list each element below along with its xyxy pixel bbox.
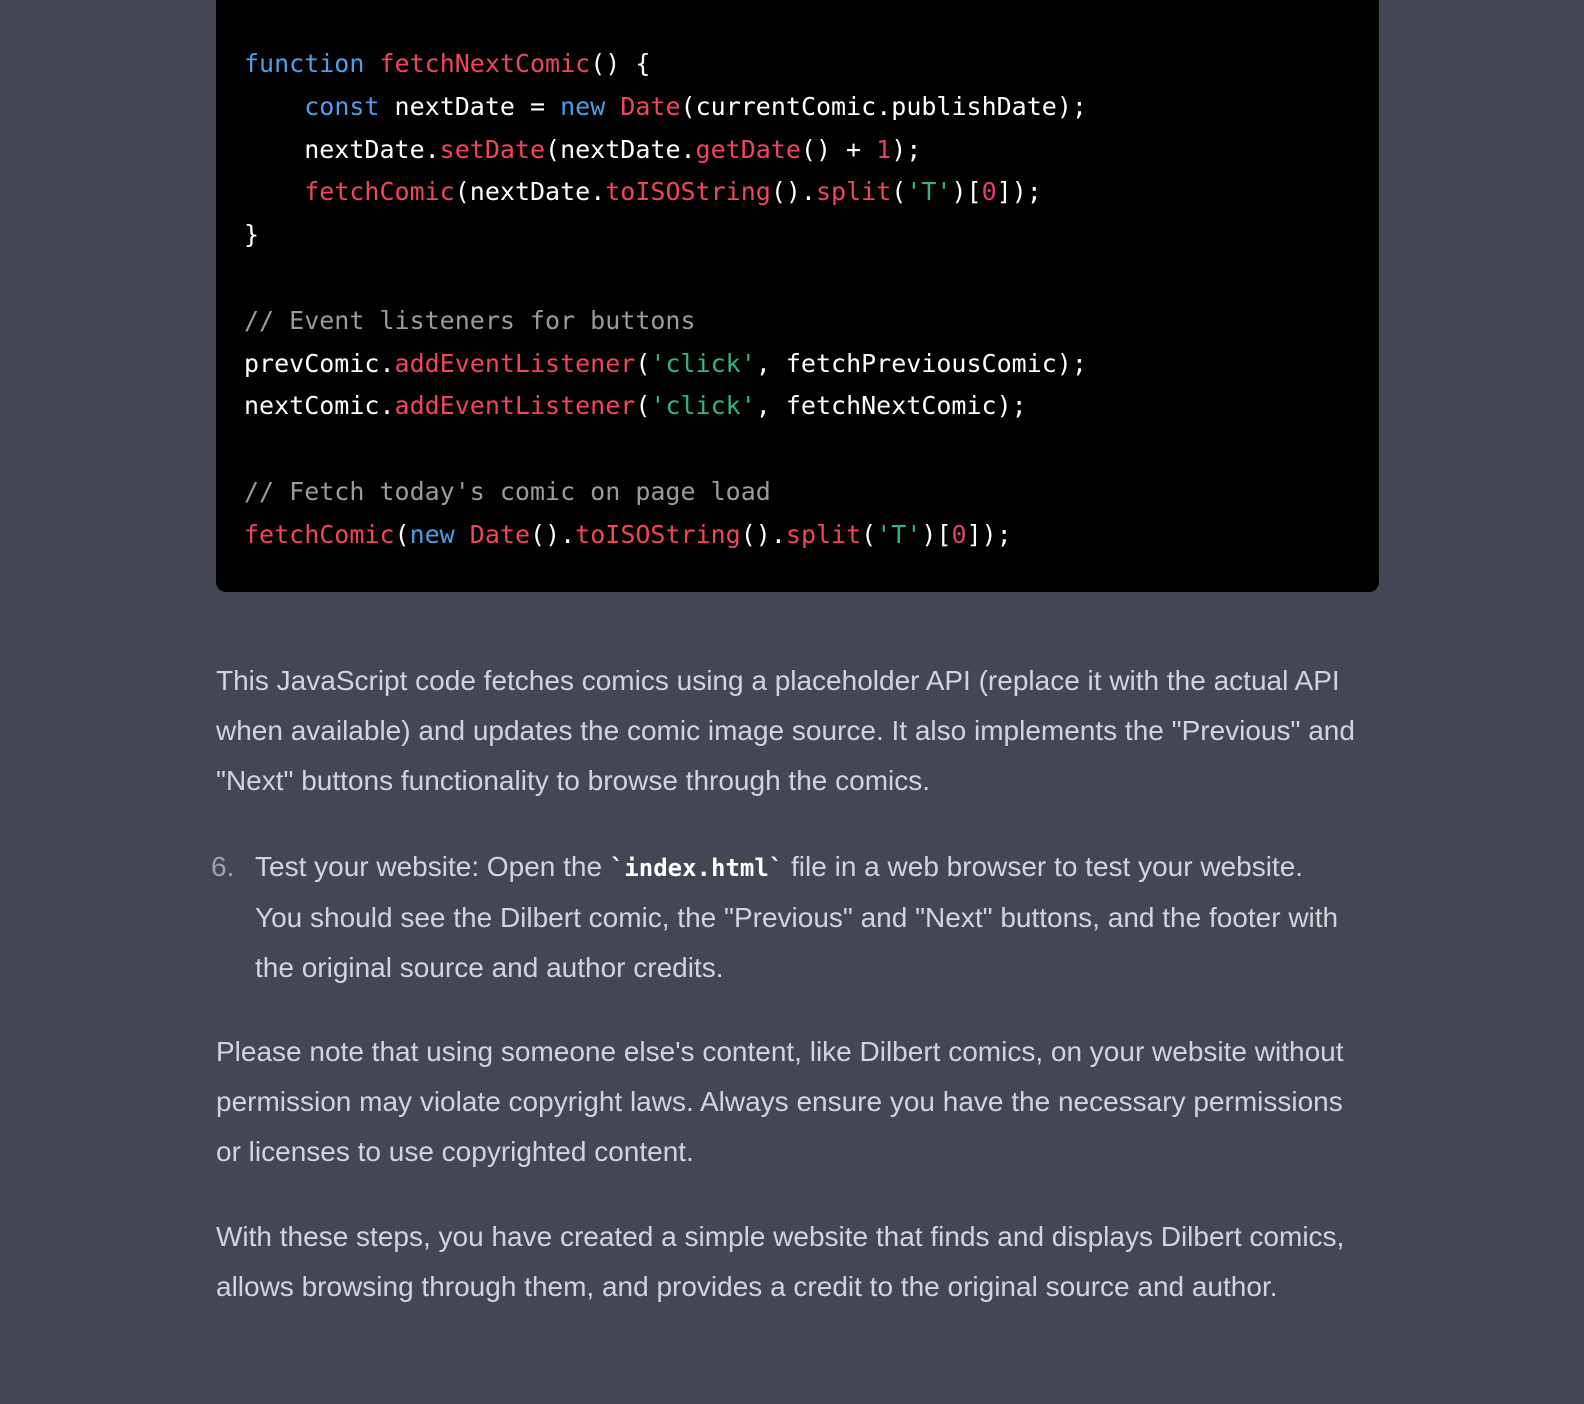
code-number: 1 (876, 134, 892, 164)
code-text: nextDate. (244, 134, 440, 164)
code-function: split (815, 177, 892, 207)
code-text: () + (800, 134, 877, 164)
code-function: getDate (695, 134, 801, 164)
code-string: 'T' (906, 177, 952, 207)
code-line (244, 428, 1087, 471)
code-function: fetchComic (304, 177, 455, 207)
code-text: ( (635, 348, 651, 378)
code-text: nextComic. (244, 391, 395, 421)
code-comment: // Fetch today's comic on page load (244, 476, 771, 506)
code-function: setDate (439, 134, 546, 164)
code-line (244, 471, 1087, 514)
explanation-text: This JavaScript code fetches comics using a placeholder API (replace it with the actual API when available) and updates the comic image source. It also implements the "Previous" and "Next" buttons functionality to browse through the comics. (216, 665, 1355, 796)
code-text: ( (891, 177, 907, 207)
code-text (605, 92, 620, 121)
code-text: (nextDate. (454, 177, 606, 207)
code-block (216, 0, 1379, 592)
copyright-note-text: Please note that using someone else's content, like Dilbert comics, on your website without permission may violate copyright laws. Always ensure you have the necessary permissions or licenses to use copyrighted content. (216, 1036, 1344, 1167)
code-text: (currentComic.publishDate); (680, 91, 1087, 121)
code-keyword: const (304, 91, 380, 121)
code-comment: // Event listeners for buttons (244, 305, 696, 335)
code-text: ( (861, 519, 877, 549)
code-function: fetchNextComic (379, 49, 591, 78)
code-text: () { (590, 49, 651, 78)
code-text: )[ (921, 519, 952, 549)
code-line (244, 385, 1087, 428)
summary-paragraph (216, 1212, 1356, 1312)
code-text (244, 92, 304, 121)
code-function: toISOString (575, 519, 741, 549)
inline-code-filename: `index.html` (609, 854, 784, 882)
code-text: ); (891, 134, 922, 164)
code-line (244, 257, 1087, 300)
code-text: (). (530, 519, 576, 549)
code-line (244, 86, 1087, 129)
code-number: 0 (981, 177, 997, 207)
code-function: addEventListener (394, 391, 636, 421)
code-string: 'click' (650, 391, 756, 421)
code-text: , fetchNextComic); (755, 391, 1027, 421)
code-text: (). (770, 177, 816, 207)
code-text: )[ (951, 177, 982, 207)
code-function: Date (469, 519, 531, 549)
code-line (244, 514, 1087, 557)
code-function: toISOString (605, 177, 771, 207)
summary-text: With these steps, you have created a simple website that finds and displays Dilbert comics, allows browsing through them, and provides a credit to the original source and author. (216, 1221, 1345, 1302)
code-line (244, 343, 1087, 386)
code-text: ]); (996, 177, 1042, 207)
code-line (244, 300, 1087, 343)
code-text (244, 177, 304, 206)
code-function: fetchComic (244, 519, 395, 549)
code-text: ( (635, 391, 651, 421)
explanation-paragraph (216, 656, 1356, 806)
code-text: ]); (966, 519, 1012, 549)
list-text-before: Test your website: Open the (255, 851, 610, 882)
copyright-note-paragraph (216, 1027, 1356, 1177)
code-line (244, 43, 1087, 86)
code-function: addEventListener (394, 348, 636, 378)
code-text: nextDate = (379, 91, 561, 121)
code-line (244, 171, 1087, 214)
code-text: (). (740, 519, 786, 549)
code-text (364, 49, 379, 78)
list-number: 6. (211, 851, 235, 882)
code-function: Date (620, 91, 681, 121)
code-text (455, 520, 470, 549)
code-line (244, 129, 1087, 172)
list-item-text (255, 842, 1355, 993)
code-function: split (785, 519, 862, 549)
code-string: 'click' (650, 348, 756, 378)
code-string: 'T' (876, 519, 922, 549)
code-text: } (244, 220, 260, 250)
code-keyword: function (244, 49, 365, 78)
code-text: (nextDate. (545, 134, 696, 164)
code-text: , fetchPreviousComic); (755, 348, 1087, 378)
list-text-after: file in a web browser to test your website. You should see the Dilbert comic, the "Previous" and "Next" buttons, and the footer with the original source and author credits. (255, 851, 1339, 983)
code-text: prevComic. (244, 348, 395, 378)
code-content (244, 43, 1087, 557)
code-text: ( (394, 519, 410, 549)
code-keyword: new (560, 91, 606, 121)
code-number: 0 (951, 519, 967, 549)
code-keyword: new (409, 519, 455, 549)
code-line (244, 214, 1087, 257)
